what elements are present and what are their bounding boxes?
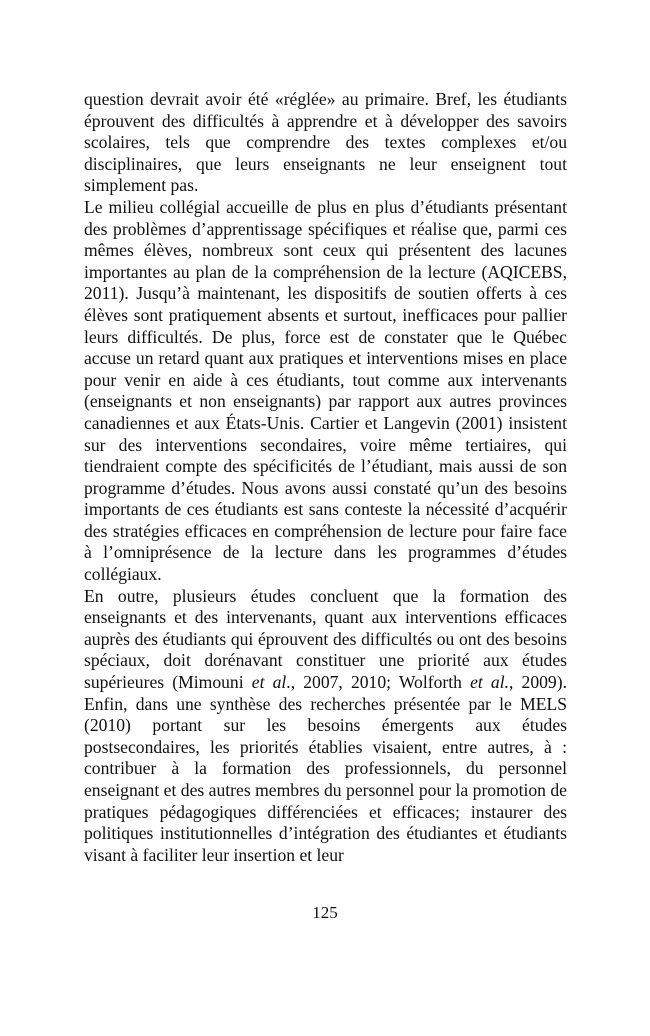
paragraph-3-text-a: En outre, plusieurs études concluent que la formation des enseignants et des intervenants, quant aux interventions efficaces auprès des étudiants qui éprouvent des difficultés ou ont des besoins spéciaux, doit dorénavant constituer une priorité aux études supérieures (Mimouni <box>84 585 567 693</box>
paragraph-3-italic-et-al-2: et al. <box>470 672 509 693</box>
paragraph-2-text: Le milieu collégial accueille de plus en plus d’étudiants présentant des problèmes d’apprentissage spécifiques et réalise que, parmi ces mêmes élèves, nombreux sont ceux qui présentent des lacunes importantes au plan de la compréhension de la lecture (AQICEBS, 2011). Jusqu’à maintenant, les dispositifs de soutien offerts à ces élèves sont pratiquement absents et surtout, inefficaces pour pallier leurs difficultés. De plus, force est de constater que le Québec accuse un retard quant aux pratiques et interventions mises en place pour venir en aide à ces étudiants, tout comme aux intervenants (enseignants et non enseignants) par rapport aux autres provinces canadiennes et aux États-Unis. Cartier et Langevin (2001) insistent sur des interventions secondaires, voire même tertiaires, qui tiendraient compte des spécificités de l’étudiant, mais aussi de son programme d’études. Nous avons aussi constaté qu’un des besoins importants de ces étudiants est sans conteste la nécessité d’acquérir des stratégies efficaces en compréhension de lecture pour faire face à l’omniprésence de la lecture dans les programmes d’études collégiaux. <box>84 196 567 585</box>
paragraph-3-text-b: ., 2007, 2010; Wolforth <box>286 672 471 693</box>
page-body <box>84 89 567 866</box>
paragraph-3-text-c: , 2009). Enfin, dans une synthèse des recherches présentée par le MELS (2010) portant sur les besoins émergents aux études postsecondaires, les priorités établies visaient, entre autres, à : contribuer à la formation des professionnels, du personnel enseignant et des autres membres du personnel pour la promotion de pratiques pédagogiques différenciées et efficaces; instaurer des politiques institutionnelles d’intégration des étudiantes et étudiants visant à faciliter leur insertion et leur <box>84 672 567 865</box>
page-number: 125 <box>312 903 338 922</box>
paragraph-1 <box>84 89 567 197</box>
paragraph-2 <box>84 197 567 586</box>
paragraph-3-italic-et-al-1: et al <box>251 672 287 693</box>
paragraph-1-text: question devrait avoir été «réglée» au primaire. Bref, les étudiants éprouvent des difficultés à apprendre et à développer des savoirs scolaires, tels que comprendre des textes complexes et/ou disciplinaires, que leurs enseignants ne leur enseignent tout simplement pas. <box>84 89 567 196</box>
paragraph-3 <box>84 586 567 867</box>
